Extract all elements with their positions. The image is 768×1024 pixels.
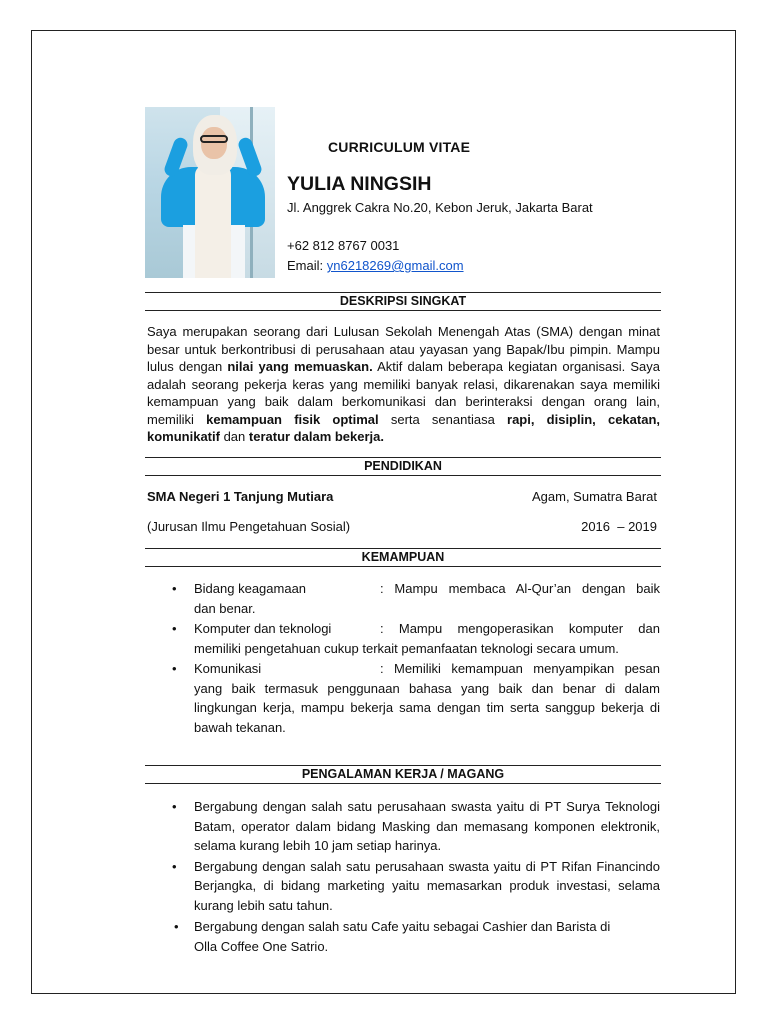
skills-section-title: KEMAMPUAN bbox=[145, 548, 661, 567]
school-major: (Jurusan Ilmu Pengetahuan Sosial) bbox=[147, 519, 351, 534]
skill-category: Komunikasi bbox=[194, 661, 262, 676]
profile-photo bbox=[145, 107, 275, 278]
cv-title: CURRICULUM VITAE bbox=[328, 139, 471, 155]
list-item: • Bergabung dengan salah satu perusahaan swasta yaitu di PT Rifan Financindo Berjangka, di bidang marketing yaitu memasarkan produk investasi, selama kurang lebih satu tahun. bbox=[172, 858, 660, 913]
experience-section-title: PENGALAMAN KERJA / MAGANG bbox=[145, 765, 661, 784]
experience-list bbox=[172, 797, 660, 957]
list-item: • Bergabung dengan salah satu perusahaan swasta yaitu di PT Surya Teknologi Batam, operator dalam bidang Masking dan memasang komponen elektronik, selama kurang lebih 10 jam setiap harinya. bbox=[172, 799, 660, 853]
school-years: 2016 – 2019 bbox=[581, 519, 657, 534]
person-name: YULIA NINGSIH bbox=[287, 173, 432, 195]
skill-category: Komputer dan teknologi bbox=[194, 621, 332, 636]
list-item: • Komunikasi : Memiliki kemampuan menyampikan pesan yang baik termasuk penggunaan bahasa yang baik dan benar di dalam lingkungan kerja, mampu bekerja sama dengan tim serta sanggup bekerja di bawah tekanan. bbox=[172, 661, 660, 735]
email-link[interactable]: yn6218269@gmail.com bbox=[326, 258, 464, 273]
email-label: Email: bbox=[287, 258, 324, 273]
summary-section-title: DESKRIPSI SINGKAT bbox=[145, 292, 661, 311]
school-location: Agam, Sumatra Barat bbox=[532, 489, 657, 504]
list-item: • Komputer dan teknologi : Mampu mengoperasikan komputer dan memiliki pengetahuan cukup terkait pemanfaatan teknologi secara umum. bbox=[172, 621, 660, 656]
skills-list bbox=[172, 579, 660, 738]
address: Jl. Anggrek Cakra No.20, Kebon Jeruk, Jakarta Barat bbox=[287, 200, 593, 215]
education-section-title: PENDIDIKAN bbox=[145, 457, 661, 476]
phone: +62 812 8767 0031 bbox=[287, 238, 400, 253]
email-row bbox=[287, 258, 464, 273]
list-item: • Bergabung dengan salah satu Cafe yaitu sebagai Cashier dan Barista di Olla Coffee One Satrio. bbox=[174, 919, 611, 954]
school-name: SMA Negeri 1 Tanjung Mutiara bbox=[147, 489, 334, 504]
list-item: • Bidang keagamaan : Mampu membaca Al-Qur’an dengan baik dan benar. bbox=[172, 581, 660, 616]
skill-category: Bidang keagamaan bbox=[194, 581, 307, 596]
summary-paragraph: Saya merupakan seorang dari Lulusan Sekolah Menengah Atas (SMA) dengan minat besar untuk berkontribusi di perusahaan atau yayasan yang Bapak/Ibu pimpin. Mampu lulus dengan nilai yang memuaskan. Aktif dalam beberapa kegiatan organisasi. Saya adalah seorang pekerja keras yang memiliki banyak relasi, dikarenakan saya memiliki kemampuan yang baik dalam berkomunikasi dan berinteraksi dengan orang lain, memiliki kemampuan fisik optimal serta senantiasa rapi, disiplin, cekatan, komunikatif dan teratur dalam bekerja. bbox=[147, 324, 661, 444]
